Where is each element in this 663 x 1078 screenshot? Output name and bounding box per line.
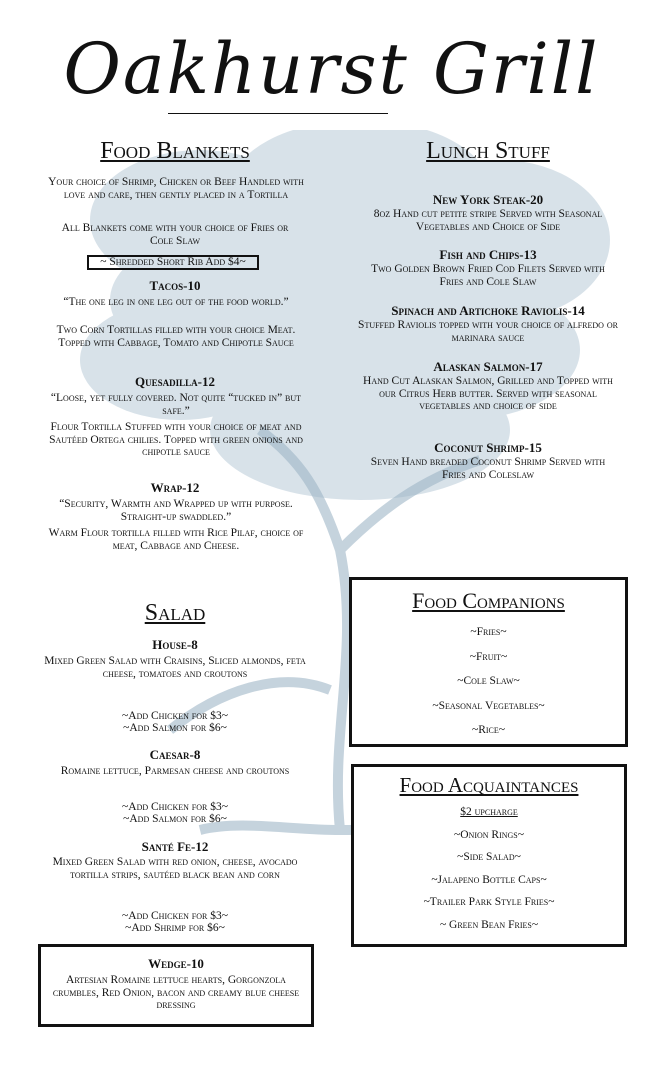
side-item: ~Fries~ <box>470 626 507 638</box>
salad-add-on: ~Add Salmon for $6~ <box>123 813 227 825</box>
side-item: ~Trailer Park Style Fries~ <box>423 896 555 908</box>
menu-item-description: Two Corn Tortillas filled with your choice Meat. Topped with Cabbage, Tomato and Chipotle Sauce <box>56 324 296 349</box>
food-acquaintances-box <box>351 764 627 947</box>
menu-item-description: Flour Tortilla Stuffed with your choice of meat and Sautéed Ortega chilies. Topped with green onions and chipotle sauce <box>49 421 303 458</box>
menu-item-description: Mixed Green Salad with Craisins, Sliced almonds, feta cheese, tomatoes and croutons <box>44 655 306 680</box>
side-item: ~Seasonal Vegetables~ <box>432 699 545 712</box>
side-item: ~Onion Rings~ <box>454 828 524 841</box>
menu-item-description: Stuffed Raviolis topped with your choice of alfredo or marinara sauce <box>358 319 618 344</box>
food-blankets-intro: Your choice of Shrimp, Chicken or Beef Handled with love and care, then gently placed in a Tortilla <box>48 176 304 201</box>
upcharge-note: $2 upcharge <box>460 806 518 818</box>
side-item: ~Cole Slaw~ <box>457 675 520 687</box>
menu-item-name: New York Steak-20 <box>432 192 544 207</box>
salad-heading: Salad <box>144 600 206 626</box>
menu-item-name: House-8 <box>152 637 198 652</box>
menu-item-name: Quesadilla-12 <box>135 374 215 389</box>
lunch-stuff-heading: Lunch Stuff <box>426 138 550 164</box>
short-rib-special: ~ Shredded Short Rib Add $4~ <box>87 255 259 270</box>
menu-item-description: Seven Hand breaded Coconut Shrimp Served with Fries and Coleslaw <box>370 456 606 481</box>
restaurant-title: Oakhurst Grill <box>63 28 600 110</box>
salad-add-on: ~Add Chicken for $3~ <box>122 801 228 813</box>
side-item: ~Side Salad~ <box>457 851 521 863</box>
side-item: ~Rice~ <box>471 724 505 736</box>
menu-item-name: Alaskan Salmon-17 <box>433 359 543 374</box>
menu-item-description: Two Golden Brown Fried Cod Filets Served with Fries and Cole Slaw <box>371 263 605 288</box>
menu-item-name: Fish and Chips-13 <box>439 247 537 262</box>
side-item: ~Fruit~ <box>469 650 508 663</box>
title-underline <box>168 113 388 114</box>
salad-add-on: ~Add Chicken for $3~ <box>122 710 228 722</box>
menu-item-name: Wrap-12 <box>150 480 200 495</box>
menu-item-description: Artesian Romaine lettuce hearts, Gorgonzola crumbles, Red Onion, bacon and creamy blue cheese dressing <box>52 974 300 1011</box>
menu-item-name: Santé Fe-12 <box>141 839 209 854</box>
food-blankets-heading: Food Blankets <box>100 138 250 164</box>
food-acquaintances-heading: Food Acquaintances <box>399 773 579 797</box>
menu-item-name: Spinach and Artichoke Raviolis-14 <box>391 303 585 318</box>
salad-add-on: ~Add Chicken for $3~ <box>122 910 228 922</box>
menu-item-name: Coconut Shrimp-15 <box>434 440 542 455</box>
menu-item-name: Tacos-10 <box>149 278 201 293</box>
food-companions-heading: Food Companions <box>412 588 565 613</box>
menu-item-quote: “Security, Warmth and Wrapped up with purpose. Straight-up swaddled.” <box>59 498 293 523</box>
salad-add-on: ~Add Shrimp for $6~ <box>125 922 225 934</box>
menu-item-description: Warm Flour tortilla filled with Rice Pilaf, choice of meat, Cabbage and Cheese. <box>48 527 304 552</box>
side-item: ~ Green Bean Fries~ <box>439 918 539 931</box>
menu-item-quote: “Loose, yet fully covered. Not quite “tucked in” but safe.” <box>50 392 302 417</box>
menu-item-name: Wedge-10 <box>148 956 204 971</box>
menu-item-quote: “The one leg in one leg out of the food world.” <box>63 296 289 308</box>
menu-item-description: Romaine lettuce, Parmesan cheese and croutons <box>60 765 290 777</box>
food-companions-box <box>349 577 628 747</box>
salad-add-on: ~Add Salmon for $6~ <box>123 722 227 734</box>
menu-item-description: 8oz Hand cut petite stripe Served with Seasonal Vegetables and Choice of Side <box>373 208 603 233</box>
menu-item-description: Hand Cut Alaskan Salmon, Grilled and Topped with our Citrus Herb butter. Served with seasonal vegetables and choice of side <box>363 375 613 412</box>
menu-item-description: Mixed Green Salad with red onion, cheese, avocado tortilla strips, sautéed black bean and corn <box>52 856 298 881</box>
wedge-salad-box <box>38 944 314 1027</box>
side-item: ~Jalapeno Bottle Caps~ <box>431 873 547 886</box>
food-blankets-note: All Blankets come with your choice of Fries or Cole Slaw <box>61 222 289 247</box>
menu-item-name: Caesar-8 <box>149 747 201 762</box>
